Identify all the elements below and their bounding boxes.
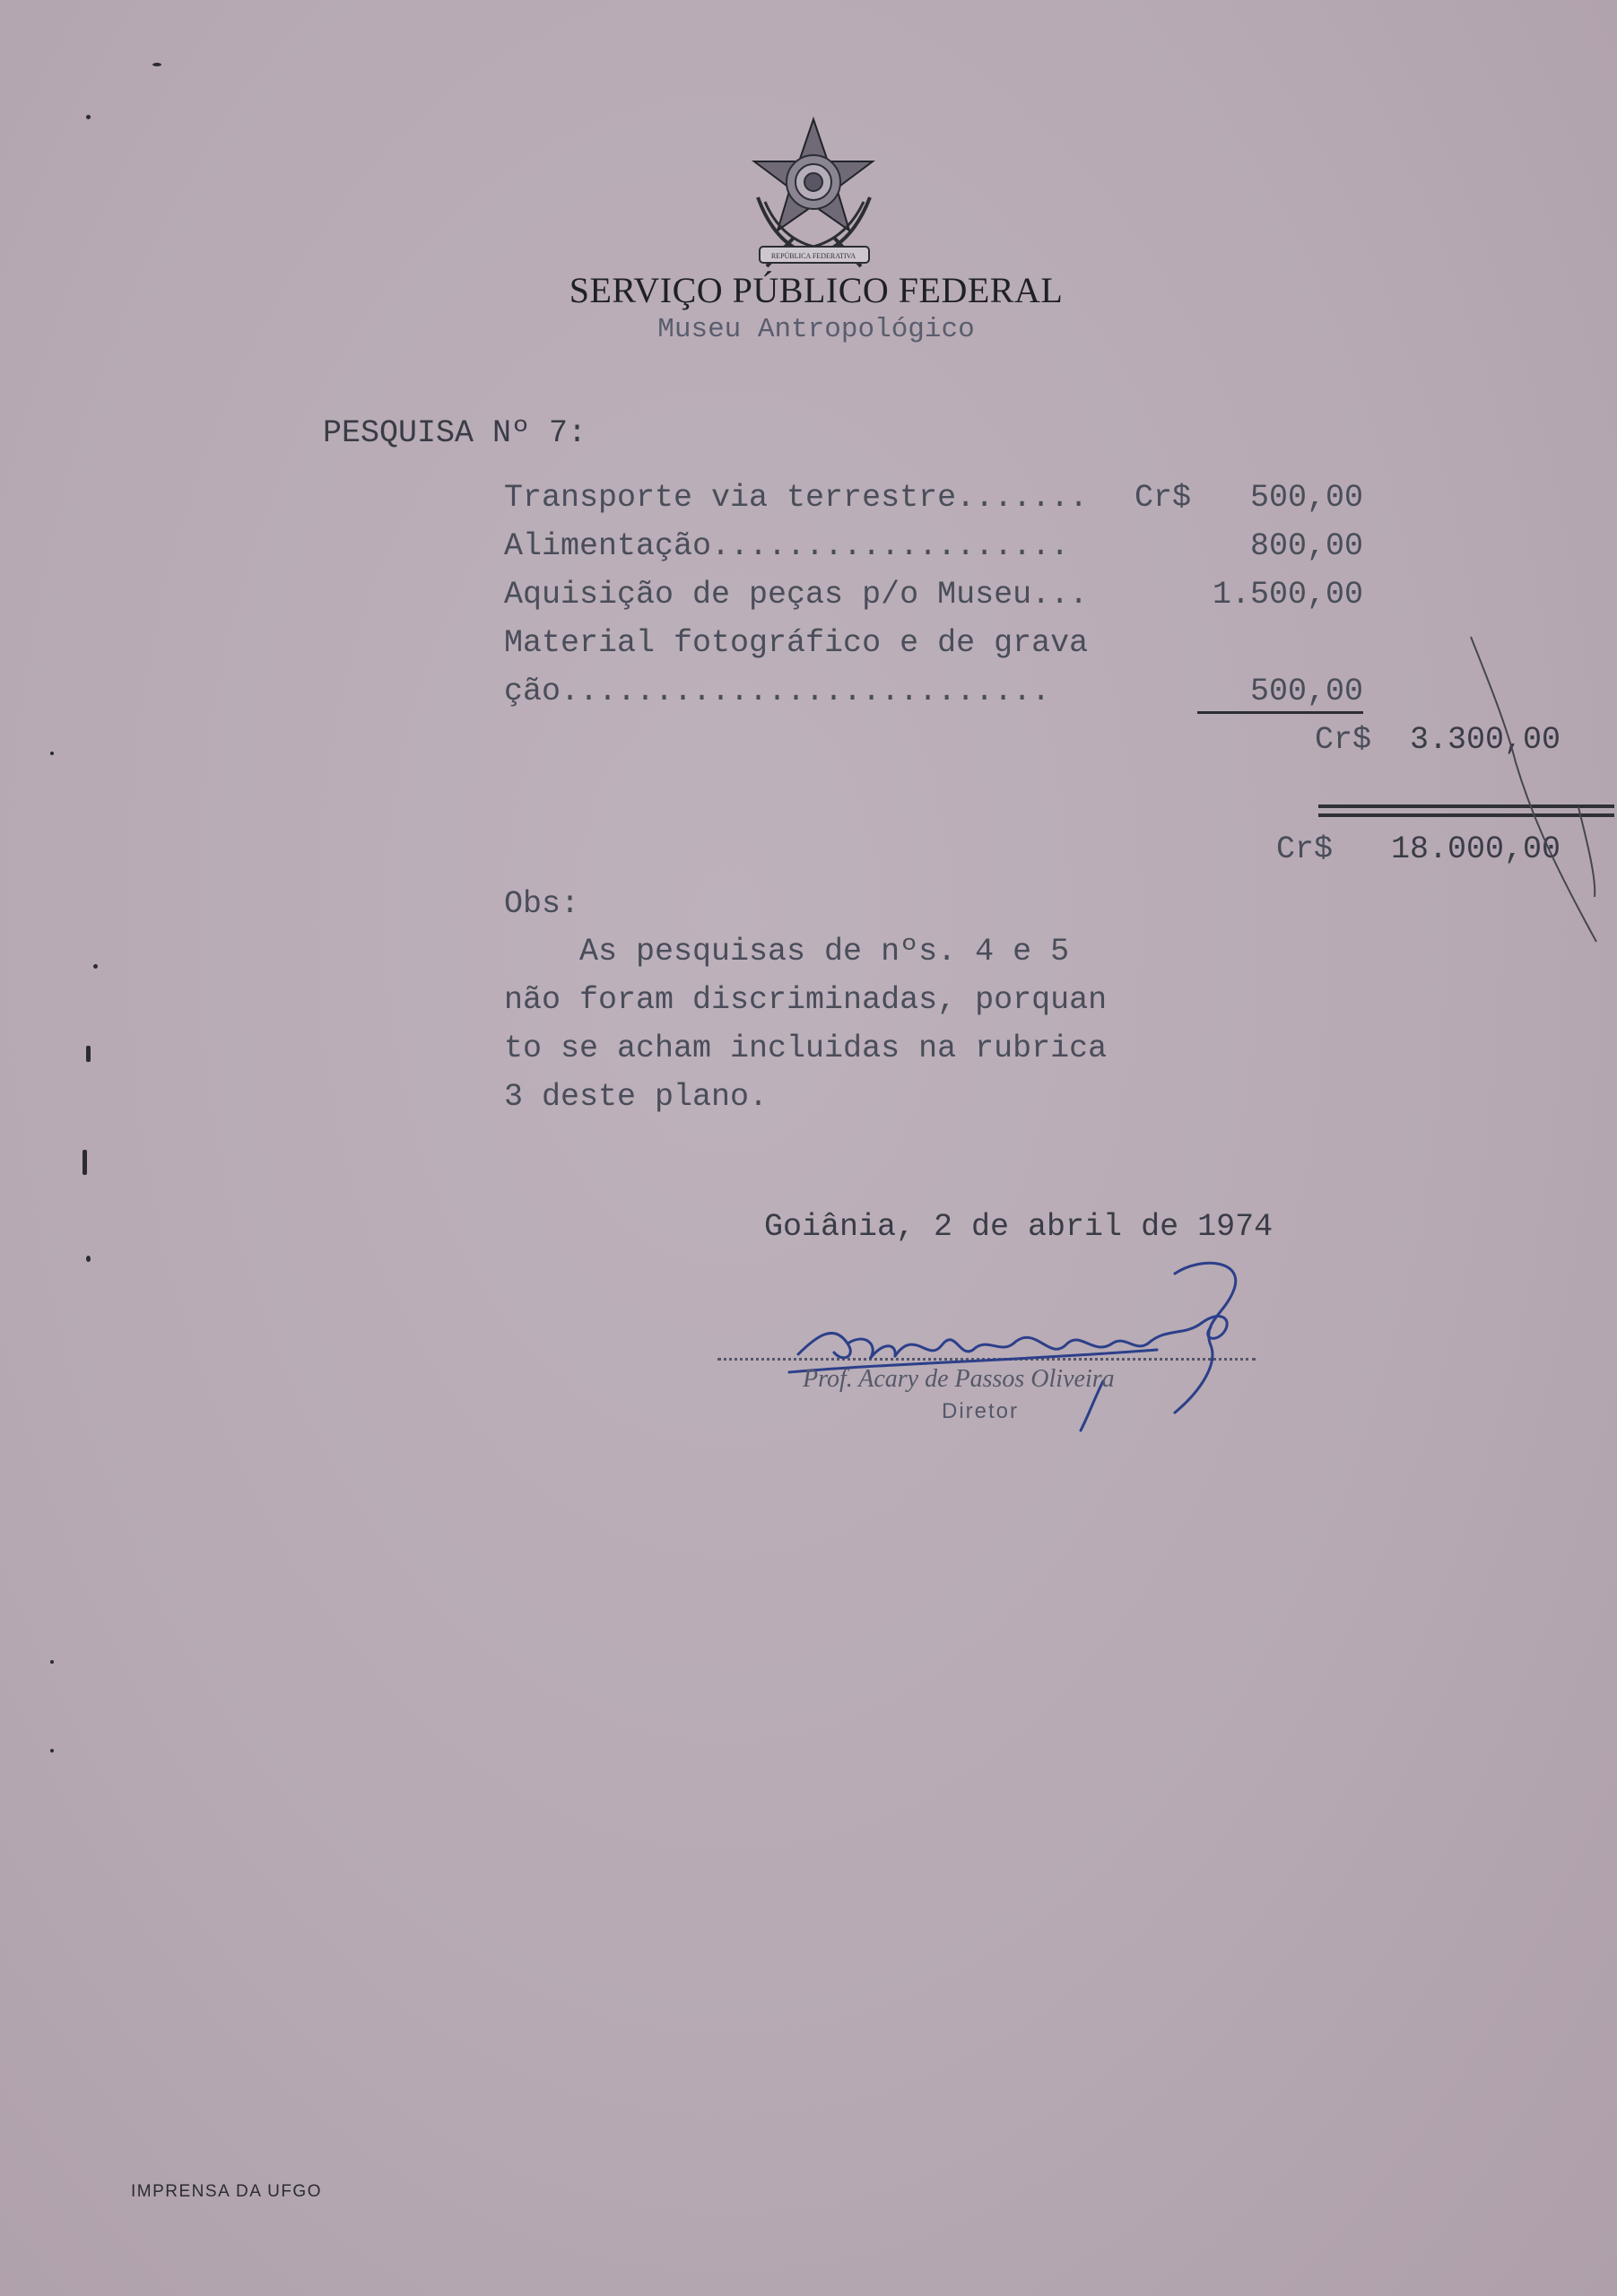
item-currency: Cr$	[1135, 480, 1192, 516]
obs-line: to se acham incluidas na rubrica	[504, 1031, 1108, 1066]
item-label: Alimentação...................	[504, 528, 1070, 564]
scan-speck	[152, 63, 161, 66]
obs-line: não foram discriminadas, porquan	[504, 982, 1108, 1018]
item-amount: 500,00	[1249, 480, 1363, 516]
section-heading: PESQUISA Nº 7:	[323, 415, 587, 451]
scan-speck	[50, 1749, 54, 1752]
subtotal-amount: 3.300,00	[1409, 722, 1560, 758]
signatory-role: Diretor	[942, 1399, 1020, 1423]
scan-speck	[86, 1046, 91, 1062]
scan-speck	[93, 964, 98, 969]
item-label: Transporte via terrestre.......	[504, 480, 1089, 516]
obs-line: As pesquisas de nºs. 4 e 5	[504, 934, 1070, 970]
scan-speck	[50, 752, 54, 755]
obs-line: 3 deste plano.	[504, 1079, 769, 1115]
handwritten-signature	[780, 1238, 1282, 1444]
footer-imprint: IMPRENSA DA UFGO	[131, 2182, 322, 2201]
place-date: Goiânia, 2 de abril de 1974	[764, 1209, 1274, 1245]
item-label: Material fotográfico e de grava	[504, 625, 1089, 661]
item-amount: 1.500,00	[1212, 577, 1363, 613]
item-label: ção..........................	[504, 674, 1051, 709]
subtotal-currency: Cr$	[1315, 722, 1372, 758]
scan-speck	[50, 1660, 54, 1664]
grand-total-amount: 18.000,00	[1390, 831, 1560, 867]
scan-speck	[86, 1256, 91, 1262]
item-label: Aquisição de peças p/o Museu...	[504, 577, 1089, 613]
pencil-mark	[1462, 628, 1614, 951]
item-amount: 800,00	[1249, 528, 1363, 564]
sum-underline	[1197, 711, 1363, 714]
grand-total-currency: Cr$	[1276, 831, 1334, 867]
signatory-name: Prof. Acary de Passos Oliveira	[803, 1365, 1115, 1393]
coat-of-arms-icon	[740, 112, 888, 274]
scan-speck	[83, 1150, 87, 1175]
obs-label: Obs:	[504, 886, 580, 922]
header-title: SERVIÇO PÚBLICO FEDERAL	[569, 270, 1064, 310]
scan-speck	[86, 115, 91, 119]
item-amount: 500,00	[1249, 674, 1363, 709]
svg-text:REPÚBLICA FEDERATIVA: REPÚBLICA FEDERATIVA	[770, 252, 856, 260]
header-subtitle: Museu Antropológico	[657, 314, 975, 345]
